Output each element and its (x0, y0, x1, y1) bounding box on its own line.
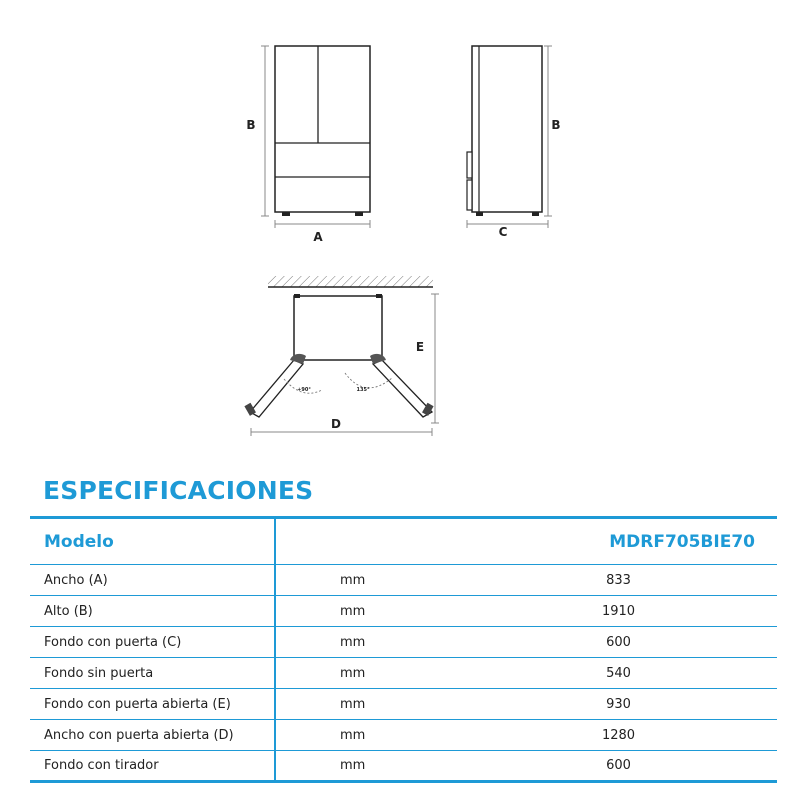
table-row (30, 658, 777, 689)
spec-rows (30, 565, 777, 782)
front-view-drawing (246, 46, 370, 244)
side-drawer-handle-1 (467, 152, 472, 178)
spec-value: 600 (460, 627, 777, 658)
front-foot-left (282, 212, 290, 216)
table-row (30, 596, 777, 627)
spec-header-model: MDRF705BIE70 (275, 518, 777, 565)
specs-title: ESPECIFICACIONES (43, 476, 314, 505)
fridge-side-body (472, 46, 542, 212)
spec-value: 1280 (460, 720, 777, 751)
spec-label: Fondo sin puerta (30, 658, 275, 689)
side-height-label: B (551, 118, 561, 132)
spec-value: 930 (460, 689, 777, 720)
spec-label: Fondo con tirador (30, 751, 275, 782)
spec-unit: mm (275, 658, 460, 689)
front-width-label: A (313, 230, 323, 244)
spec-label: Alto (B) (30, 596, 275, 627)
spec-value: 1910 (460, 596, 777, 627)
left-door-angle-label: +90° (297, 387, 311, 393)
table-row (30, 689, 777, 720)
top-view-drawing (244, 276, 439, 436)
side-drawer-handle-2 (467, 180, 472, 210)
spec-label: Ancho con puerta abierta (D) (30, 720, 275, 751)
spec-value: 833 (460, 565, 777, 596)
spec-header-label: Modelo (30, 518, 275, 565)
right-open-door (373, 360, 432, 417)
spec-unit: mm (275, 565, 460, 596)
spec-value: 600 (460, 751, 777, 782)
spec-unit: mm (275, 596, 460, 627)
front-height-label: B (246, 118, 256, 132)
spec-header-row (30, 518, 777, 565)
front-foot-right (355, 212, 363, 216)
fridge-front-body (275, 46, 370, 212)
table-row (30, 565, 777, 596)
spec-value: 540 (460, 658, 777, 689)
wall-hatch (268, 276, 433, 287)
spec-unit: mm (275, 751, 460, 782)
table-row (30, 627, 777, 658)
spec-label: Fondo con puerta (C) (30, 627, 275, 658)
fridge-top-body (294, 296, 382, 360)
left-open-door (250, 360, 303, 417)
spec-label: Fondo con puerta abierta (E) (30, 689, 275, 720)
spec-unit: mm (275, 627, 460, 658)
spec-unit: mm (275, 689, 460, 720)
spec-label: Ancho (A) (30, 565, 275, 596)
spec-table (30, 516, 777, 783)
table-row (30, 720, 777, 751)
spec-unit: mm (275, 720, 460, 751)
side-depth-label: C (498, 225, 508, 239)
table-row (30, 751, 777, 782)
top-open-width-label: D (331, 417, 341, 431)
top-open-depth-label: E (415, 340, 425, 354)
right-door-angle-label: 135° (356, 387, 370, 393)
side-view-drawing (467, 46, 561, 239)
